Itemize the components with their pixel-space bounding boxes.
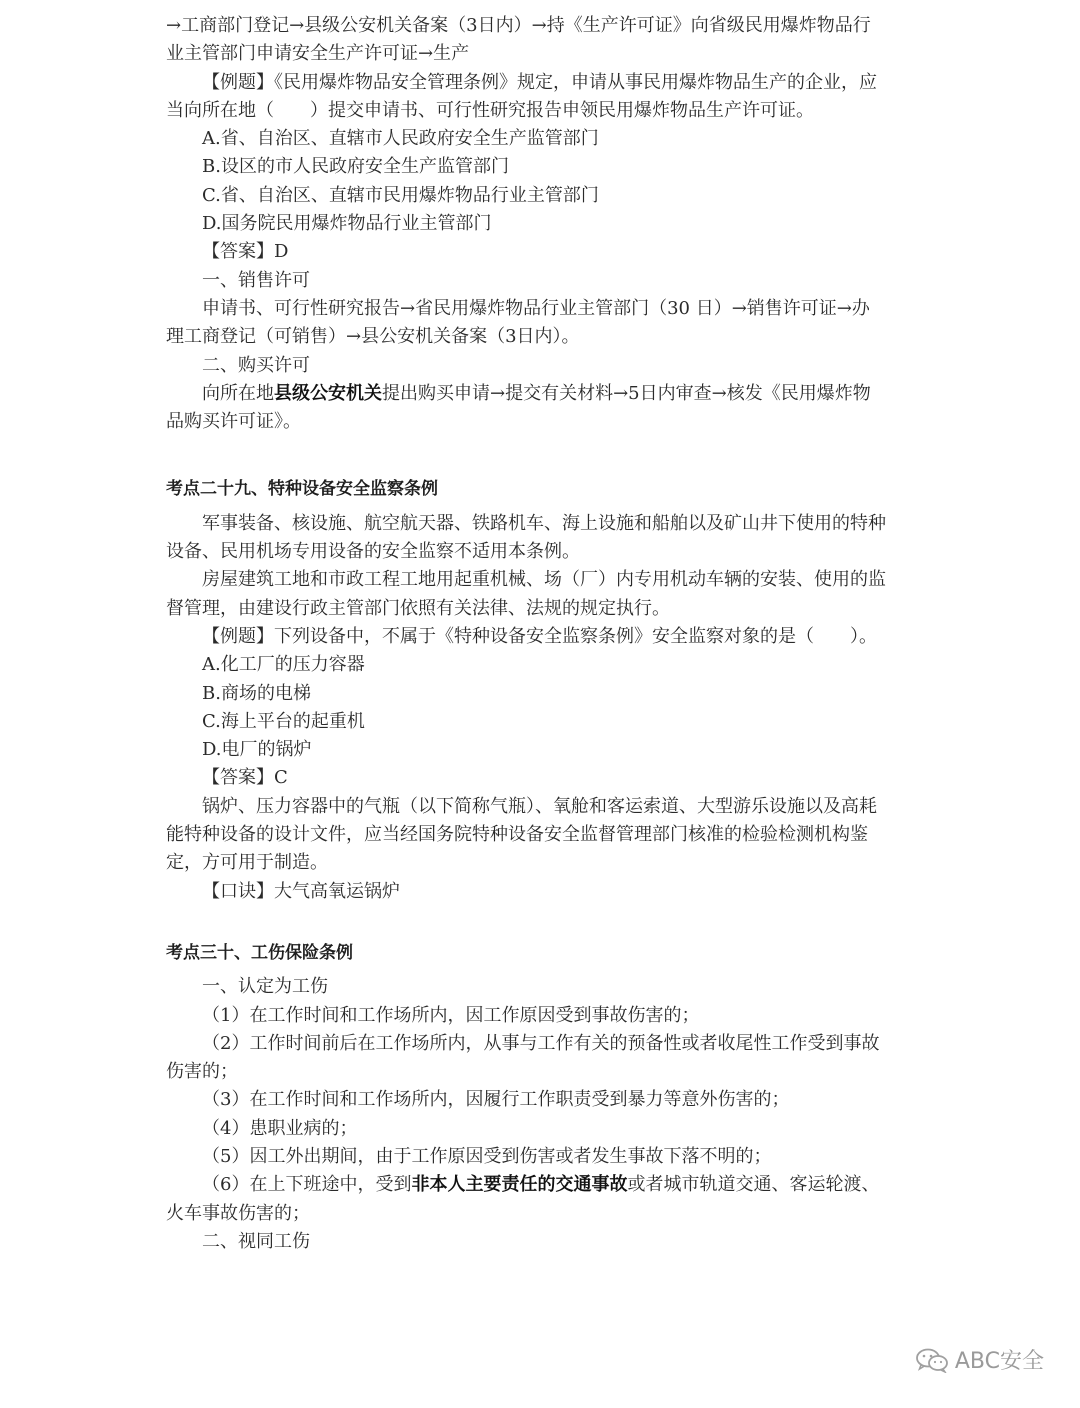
item-6-text-bold: 非本人主要责任的交通事故 [411,1174,628,1196]
watermark-text: ABC安全 [954,1349,1044,1374]
purchase-text-bold: 县级公安机关 [274,382,382,404]
answer-label: 【答案】D [202,241,289,263]
sales-permit-line-2: 理工商登记（可销售）→县公安机关备案（3日内）。 [166,326,580,348]
purchase-text-pre: 向所在地 [202,382,274,404]
purchase-permit-line-1 [166,380,918,408]
sales-permit-line-1: 申请书、可行性研究报告→省民用爆炸物品行业主管部门（30 日）→销售许可证→办 [202,297,870,319]
watermark [915,1344,1044,1375]
section-30-item-3: （3）在工作时间和工作场所内，因履行工作职责受到暴力等意外伤害的； [202,1089,790,1111]
section-29-mnemonic: 【口诀】大气高氧运锅炉 [202,880,400,902]
option-a: A.省、自治区、直辖市人民政府安全生产监管部门 [202,128,599,150]
section-29-example: 【例题】下列设备中，不属于《特种设备安全监察条例》安全监察对象的是（ ）。 [202,625,877,647]
section-29-para1-line-1: 军事装备、核设施、航空航天器、铁路机车、海上设施和船舶以及矿山井下使用的特种 [202,512,886,534]
purchase-text-post: 提出购买申请→提交有关材料→5日内审查→核发《民用爆炸物 [382,382,871,404]
wechat-icon [915,1347,949,1373]
purchase-permit-title: 二、购买许可 [202,354,310,376]
section-30-sub1: 一、认定为工伤 [202,976,328,998]
purchase-permit-line-2: 品购买许可证》。 [166,411,301,433]
section-30-item-2-line-2: 伤害的； [166,1061,238,1083]
permit-flow-line-1: →工商部门登记→县级公安机关备案（3日内）→持《生产许可证》向省级民用爆炸物品行 [166,15,871,36]
section-29-para1-line-2: 设备、民用机场专用设备的安全监察不适用本条例。 [166,541,580,563]
section-29-para2-line-1: 房屋建筑工地和市政工程工地用起重机械、场（厂）内专用机动车辆的安装、使用的监 [202,569,886,591]
option-d: D.国务院民用爆炸物品行业主管部门 [202,213,492,235]
section-30-item-1: （1）在工作时间和工作场所内，因工作原因受到事故伤害的； [202,1004,700,1026]
section-30-item-6-line-1 [166,1171,918,1199]
section-29-answer: 【答案】C [202,767,288,789]
section-30-item-5: （5）因工外出期间，由于工作原因受到伤害或者发生事故下落不明的； [202,1145,772,1167]
section-29-option-a: A.化工厂的压力容器 [202,654,365,676]
example-question-line-2: 当向所在地（ ）提交申请书、可行性研究报告申领民用爆炸物品生产许可证。 [166,99,814,121]
section-29-heading: 考点二十九、特种设备安全监察条例 [166,479,438,500]
section-29-option-d: D.电厂的锅炉 [202,739,312,761]
section-29-para3-line-3: 定，方可用于制造。 [166,852,328,874]
section-29-para2-line-2: 督管理，由建设行政主管部门依照有关法律、法规的规定执行。 [166,597,670,619]
section-30-item-4: （4）患职业病的； [202,1117,358,1139]
option-b: B.设区的市人民政府安全生产监管部门 [202,156,509,178]
section-30-item-6-line-2: 火车事故伤害的； [166,1202,310,1224]
item-6-text-post: 或者城市轨道交通、客运轮渡、 [627,1174,880,1196]
section-29-para3-line-2: 能特种设备的设计文件，应当经国务院特种设备安全监督管理部门核准的检验检测机构鉴 [166,824,868,846]
document-page [166,12,918,1256]
section-29-para3-line-1: 锅炉、压力容器中的气瓶（以下简称气瓶）、氧舱和客运索道、大型游乐设施以及高耗 [202,795,877,817]
permit-flow-line-2: 业主管部门申请安全生产许可证→生产 [166,43,470,65]
sales-permit-title: 一、销售许可 [202,269,310,291]
section-29-option-c: C.海上平台的起重机 [202,710,365,732]
option-c: C.省、自治区、直辖市民用爆炸物品行业主管部门 [202,184,599,206]
section-30-item-2-line-1: （2）工作时间前后在工作场所内，从事与工作有关的预备性或者收尾性工作受到事故 [202,1032,880,1054]
item-6-text-pre: （6）在上下班途中，受到 [202,1174,412,1196]
example-question-line-1: 【例题】《民用爆炸物品安全管理条例》规定，申请从事民用爆炸物品生产的企业，应 [202,71,877,93]
section-30-sub2: 二、视同工伤 [202,1230,310,1252]
section-30-heading: 考点三十、工伤保险条例 [166,942,353,963]
section-29-option-b: B.商场的电梯 [202,682,311,704]
